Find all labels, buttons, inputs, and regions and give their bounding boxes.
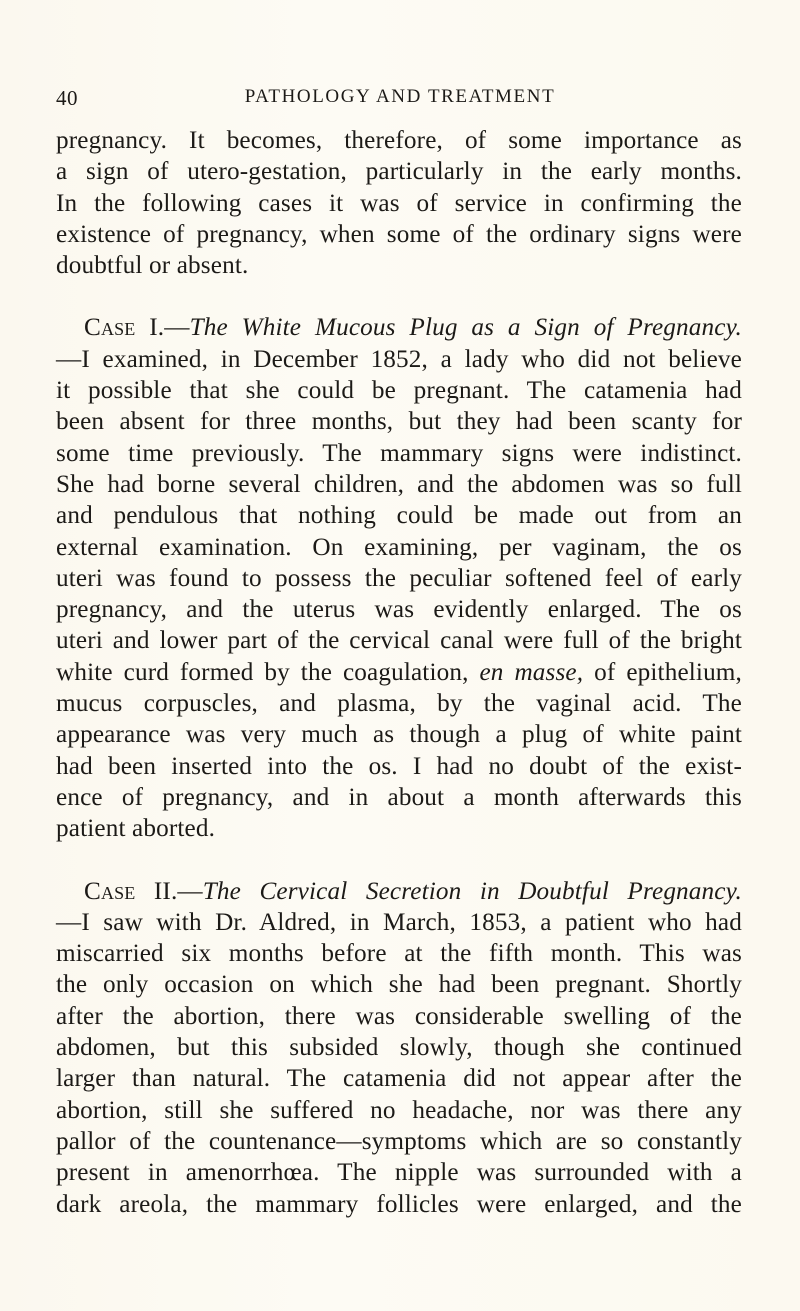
text-line: —I examined, in December 1852, a lady who did not believe	[56, 345, 742, 373]
text-line: miscarried six months before at the fifth month. This was	[56, 940, 742, 968]
case-heading-line: Case II.—The Cervical Secretion in Doubtful Pregnancy.	[84, 877, 743, 905]
paragraph-intro	[56, 125, 742, 281]
text-line: existence of pregnancy, when some of the ordinary signs were	[56, 220, 742, 248]
text-segment: white curd formed by the coagulation,	[56, 658, 469, 686]
paragraph-case-2	[56, 876, 742, 1220]
text-line: mucus corpuscles, and plasma, by the vaginal acid. The	[56, 690, 742, 718]
italic-phrase: en masse,	[479, 658, 584, 686]
text-line: present in amenorrhœa. The nipple was surrounded with a	[56, 1159, 742, 1187]
text-line	[56, 657, 742, 688]
text-line: doubtful or absent.	[56, 252, 249, 280]
text-line: patient aborted.	[56, 815, 216, 843]
text-line: She had borne several children, and the abdomen was so full	[56, 470, 742, 498]
body-text	[56, 125, 742, 1220]
text-line: uteri was found to possess the peculiar softened feel of early	[56, 564, 742, 592]
text-line: a sign of utero-gestation, particularly in the early months.	[56, 158, 742, 186]
case-heading-line: Case I.—The White Mucous Plug as a Sign of Pregnancy.	[84, 314, 742, 342]
case-label: Case I.	[84, 314, 165, 342]
text-line: external examination. On examining, per vaginam, the os	[56, 533, 742, 561]
text-line: abdomen, but this subsided slowly, though she continued	[56, 1034, 742, 1062]
text-line: after the abortion, there was considerable swelling of the	[56, 1002, 742, 1030]
text-line: abortion, still she suffered no headache, nor was there any	[56, 1096, 742, 1124]
paragraph-case-1	[56, 312, 742, 844]
text-line: pregnancy. It becomes, therefore, of some importance as	[56, 127, 742, 154]
text-line: ence of pregnancy, and in about a month afterwards this	[56, 783, 742, 811]
running-head	[0, 86, 800, 116]
text-line: dark areola, the mammary follicles were enlarged, and the	[56, 1190, 742, 1218]
text-line: it possible that she could be pregnant. The catamenia had	[56, 377, 742, 405]
text-line: In the following cases it was of service in confirming the	[56, 189, 742, 217]
text-line: larger than natural. The catamenia did not appear after the	[56, 1065, 742, 1093]
text-line: pallor of the countenance—symptoms which are so constantly	[56, 1127, 742, 1155]
text-line: been absent for three months, but they had been scanty for	[56, 408, 742, 436]
case-title: The Cervical Secretion in Doubtful Pregnancy.	[202, 877, 743, 905]
text-segment: of epithelium,	[594, 658, 742, 686]
text-line: pregnancy, and the uterus was evidently enlarged. The os	[56, 596, 742, 624]
text-line: and pendulous that nothing could be made out from an	[56, 502, 742, 530]
page-number: 40	[56, 86, 78, 110]
text-line: had been inserted into the os. I had no doubt of the exist-	[56, 752, 742, 780]
case-title: The White Mucous Plug as a Sign of Pregnancy.	[189, 314, 742, 342]
text-line: some time previously. The mammary signs were indistinct.	[56, 439, 742, 467]
case-label: Case II.	[84, 877, 178, 905]
running-title: PATHOLOGY AND TREATMENT	[244, 86, 556, 107]
text-line: uteri and lower part of the cervical canal were full of the bright	[56, 627, 742, 655]
text-line: —I saw with Dr. Aldred, in March, 1853, a patient who had	[56, 908, 742, 936]
text-line: appearance was very much as though a plug of white paint	[56, 721, 742, 749]
text-line: the only occasion on which she had been pregnant. Shortly	[56, 971, 742, 999]
